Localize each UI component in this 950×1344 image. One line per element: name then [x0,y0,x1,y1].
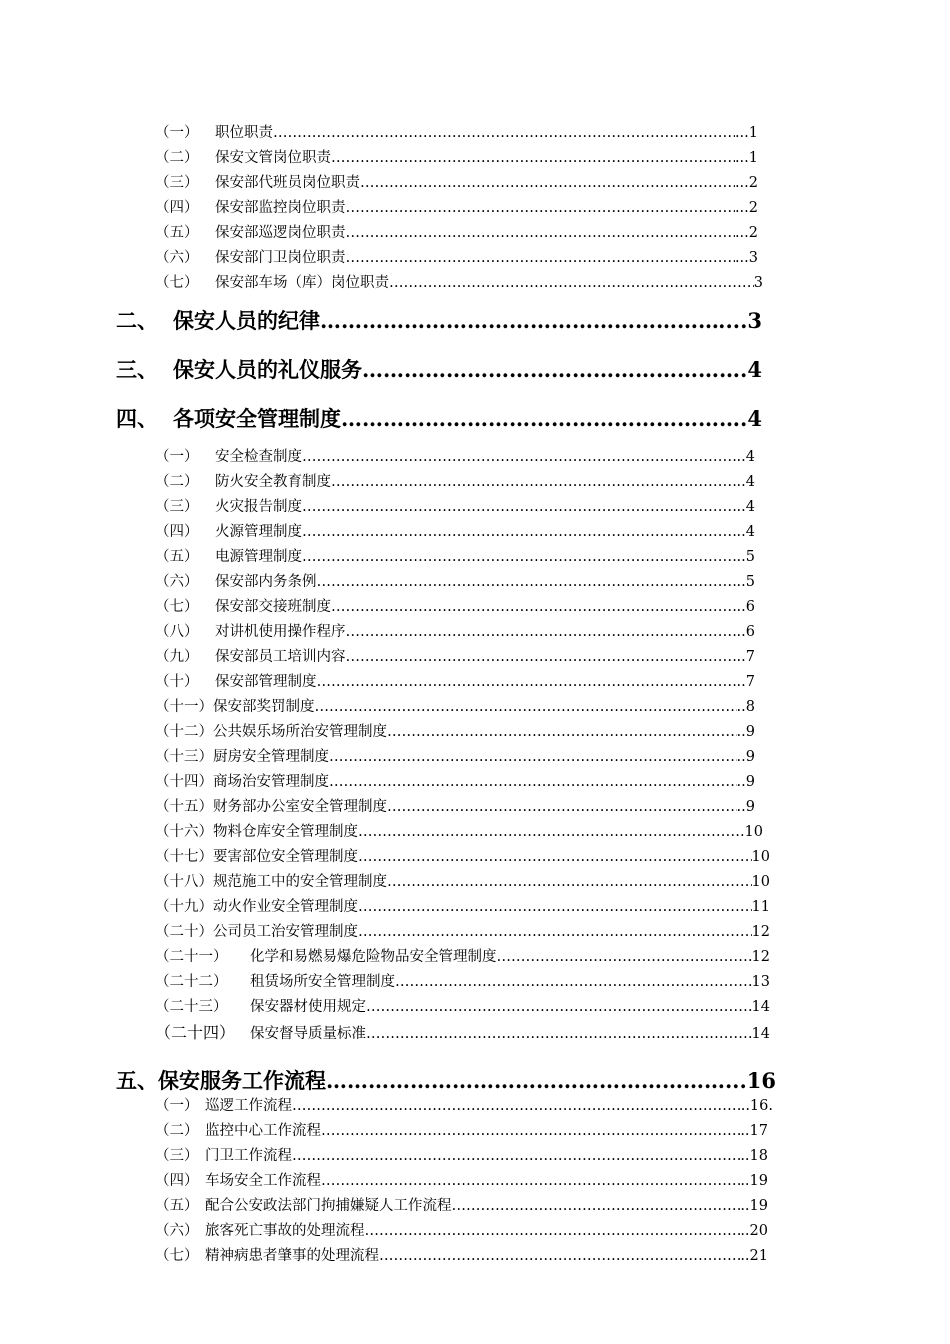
entry-number: （三） [155,1148,199,1164]
toc-entry[interactable] [155,945,770,967]
entry-page: ..19 [740,1173,768,1189]
entry-number: （四） [155,1173,199,1189]
toc-entry[interactable] [155,445,755,467]
entry-number: （四） [155,524,199,540]
toc-entry[interactable] [155,745,755,767]
heading-number: 二、 [116,308,158,333]
entry-page: ...2 [734,200,758,216]
toc-entry[interactable] [155,720,755,742]
entry-page: ...1 [734,125,758,141]
dot-leader [326,1068,732,1093]
entry-number: （七） [155,599,199,615]
dot-leader [321,1123,740,1139]
entry-page: ……….10 [696,824,763,840]
entry-title: 火源管理制度 [215,524,302,540]
entry-number: （二十一） [155,949,228,965]
entry-page: 10 [751,874,770,890]
dot-leader [387,799,737,815]
entry-page: ..21 [740,1248,768,1264]
toc-entry[interactable] [155,1094,773,1116]
entry-title: 化学和易燃易爆危险物品安全管理制度 [250,949,497,965]
entry-number: （七） [155,275,199,291]
toc-heading[interactable] [116,354,762,386]
entry-number: （三） [155,499,199,515]
dot-leader [317,674,737,690]
dot-leader [346,225,735,241]
toc-entry[interactable] [155,121,758,143]
dot-leader [320,308,718,333]
entry-title: 租赁场所安全管理制度 [250,974,395,990]
entry-page: ..20 [740,1223,768,1239]
toc-entry[interactable] [155,570,755,592]
dot-leader [358,849,752,865]
heading-page: 4 [747,406,762,431]
entry-page: ...2 [734,175,758,191]
dot-leader [331,599,737,615]
entry-page: 12 [751,949,770,965]
entry-number: （十） [155,674,199,690]
entry-title: 保安部交接班制度 [215,599,331,615]
dot-leader [302,449,737,465]
entry-page: ..7 [736,649,755,665]
entry-number: （一） [155,125,199,141]
entry-title: 保安部内务条例 [215,574,317,590]
heading-number: 三、 [116,357,158,382]
toc-entry[interactable] [155,795,755,817]
dot-leader [302,499,737,515]
dot-leader [358,899,752,915]
entry-number: （六） [155,1223,199,1239]
entry-number: （十五） [155,799,213,815]
toc-entry[interactable] [155,221,758,243]
toc-entry[interactable] [155,1144,768,1166]
entry-number: （二十四） [155,1023,236,1042]
entry-page: ..18 [740,1148,768,1164]
entry-page: 11 [751,899,770,915]
entry-number: （十四） [155,774,213,790]
dot-leader [329,749,737,765]
entry-page: ..5 [736,549,755,565]
entry-number: （十八） [155,874,213,890]
dot-leader [292,1148,740,1164]
dot-leader [387,724,737,740]
entry-title: 安全检查制度 [215,449,302,465]
entry-page: ..9 [736,724,755,740]
dot-leader [302,524,737,540]
entry-title: 公共娱乐场所治安管理制度 [213,724,387,740]
dot-leader [273,125,735,141]
entry-title: 保安部代班员岗位职责 [215,175,360,191]
entry-title: 配合公安政法部门拘捕嫌疑人工作流程 [205,1198,452,1214]
entry-title: 保安文管岗位职责 [215,150,331,166]
toc-entry[interactable] [155,495,755,517]
toc-entry[interactable] [155,146,758,168]
entry-title: 保安器材使用规定 [250,999,366,1015]
heading-page: ..16 [732,1068,776,1093]
entry-page: 12 [751,924,770,940]
entry-title: 火灾报告制度 [215,499,302,515]
dot-leader [346,250,735,266]
entry-number: （十一） [155,699,213,715]
entry-title: 保安部监控岗位职责 [215,200,346,216]
entry-number: （六） [155,574,199,590]
toc-entry[interactable] [155,470,755,492]
toc-entry[interactable] [155,620,755,642]
toc-entry[interactable] [155,645,755,667]
toc-entry[interactable] [155,595,755,617]
toc-entry[interactable] [155,970,770,992]
entry-number: （五） [155,225,199,241]
entry-title: 公司员工治安管理制度 [213,924,358,940]
toc-entry[interactable] [155,870,770,892]
entry-number: （二） [155,474,199,490]
heading-title: 各项安全管理制度 [173,406,341,431]
entry-number: （二） [155,150,199,166]
entry-page: ..4 [736,499,755,515]
toc-entry[interactable] [155,995,770,1017]
entry-page: ...3 [734,250,758,266]
entry-number: （九） [155,649,199,665]
toc-entry[interactable] [155,1020,770,1042]
dot-leader [389,275,754,291]
entry-page: ..6 [736,624,755,640]
dot-leader [346,624,737,640]
entry-title: 保安部奖罚制度 [213,699,315,715]
entry-page: ..7 [736,674,755,690]
toc-entry[interactable] [155,820,763,842]
toc-entry[interactable] [155,171,758,193]
toc-heading[interactable] [116,403,762,435]
entry-number: （三） [155,175,199,191]
dot-leader [358,824,696,840]
entry-title: 规范施工中的安全管理制度 [213,874,387,890]
entry-number: （十三） [155,749,213,765]
dot-leader [379,1248,740,1264]
toc-entry[interactable] [155,1169,768,1191]
entry-page: ...1 [734,150,758,166]
dot-leader [366,999,752,1015]
entry-number: （十七） [155,849,213,865]
dot-leader [317,574,737,590]
dot-leader [366,1026,752,1042]
dot-leader [395,974,752,990]
entry-number: （七） [155,1248,199,1264]
entry-title: 职位职责 [215,125,273,141]
dot-leader [329,774,737,790]
entry-page: ..6 [736,599,755,615]
toc-entry[interactable] [155,770,755,792]
entry-title: 巡逻工作流程 [205,1098,292,1114]
heading-title: 保安人员的纪律 [173,308,320,333]
toc-entry[interactable] [155,895,770,917]
entry-page: ..9 [736,749,755,765]
toc-entry[interactable] [155,695,755,717]
entry-title: 旅客死亡事故的处理流程 [205,1223,365,1239]
heading-title: 保安人员的礼仪服务 [173,357,362,382]
toc-entry[interactable] [155,920,770,942]
toc-entry[interactable] [155,845,770,867]
entry-title: 要害部位安全管理制度 [213,849,358,865]
entry-number: （十二） [155,724,213,740]
entry-title: 保安督导质量标准 [250,1026,366,1042]
entry-number: （一） [155,449,199,465]
entry-page: ..4 [736,524,755,540]
dot-leader [302,549,737,565]
heading-page: ....3 [718,308,762,333]
toc-entry[interactable] [155,196,758,218]
toc-entry[interactable] [155,1219,768,1241]
entry-number: （二十二） [155,974,228,990]
toc-entry[interactable] [155,246,758,268]
entry-number: （五） [155,1198,199,1214]
entry-title: 电源管理制度 [215,549,302,565]
toc-entry[interactable] [155,520,755,542]
entry-title: 防火安全教育制度 [215,474,331,490]
dot-leader [387,874,752,890]
entry-page: ..4 [736,474,755,490]
entry-page: ..8 [736,699,755,715]
entry-title: 车场安全工作流程 [205,1173,321,1189]
toc-entry[interactable] [155,1194,768,1216]
entry-page: ..19 [740,1198,768,1214]
entry-title: 厨房安全管理制度 [213,749,329,765]
entry-title: 保安部巡逻岗位职责 [215,225,346,241]
entry-title: 保安部员工培训内容 [215,649,346,665]
dot-leader [360,175,735,191]
dot-leader [346,649,737,665]
heading-number: 四、 [116,406,158,431]
entry-page: ..16. [740,1098,773,1114]
dot-leader [341,406,747,431]
entry-number: （十六） [155,824,213,840]
dot-leader [362,357,747,382]
entry-number: （一） [155,1098,199,1114]
entry-title: 监控中心工作流程 [205,1123,321,1139]
entry-page: 3 [753,275,763,291]
dot-leader [452,1198,741,1214]
entry-number: （二） [155,1123,199,1139]
dot-leader [346,200,735,216]
entry-number: （五） [155,549,199,565]
entry-page: ..4 [736,449,755,465]
heading-page: 4 [747,357,762,382]
entry-title: 物料仓库安全管理制度 [213,824,358,840]
entry-title: 保安部车场（库）岗位职责 [215,275,389,291]
toc-entry[interactable] [155,1119,768,1141]
dot-leader [358,924,752,940]
toc-entry[interactable] [155,1244,768,1266]
dot-leader [315,699,737,715]
entry-title: 保安部门卫岗位职责 [215,250,346,266]
entry-number: （二十） [155,924,213,940]
entry-page: ..17 [740,1123,768,1139]
entry-title: 精神病患者肇事的处理流程 [205,1248,379,1264]
entry-number: （六） [155,250,199,266]
toc-entry[interactable] [155,545,755,567]
dot-leader [292,1098,741,1114]
entry-page: ...2 [734,225,758,241]
entry-title: 商场治安管理制度 [213,774,329,790]
entry-page: 10 [751,849,770,865]
entry-page: 14 [751,1026,770,1042]
entry-title: 动火作业安全管理制度 [213,899,358,915]
dot-leader [331,474,737,490]
entry-page: ..9 [736,799,755,815]
heading-number: 五、 [116,1068,158,1093]
entry-number: （四） [155,200,199,216]
toc-heading[interactable] [116,1065,776,1097]
dot-leader [365,1223,741,1239]
toc-entry[interactable] [155,670,755,692]
toc-entry[interactable] [155,271,763,293]
entry-title: 对讲机使用操作程序 [215,624,346,640]
entry-page: ..5 [736,574,755,590]
entry-number: （八） [155,624,199,640]
entry-page: ..9 [736,774,755,790]
entry-page: 14 [751,999,770,1015]
entry-title: 财务部办公室安全管理制度 [213,799,387,815]
entry-title: 门卫工作流程 [205,1148,292,1164]
dot-leader [331,150,735,166]
toc-heading[interactable] [116,305,762,337]
entry-page: 13 [751,974,770,990]
entry-number: （十九） [155,899,213,915]
dot-leader [321,1173,740,1189]
entry-title: 保安部管理制度 [215,674,317,690]
heading-title: 保安服务工作流程 [158,1068,326,1093]
dot-leader [497,949,752,965]
entry-number: （二十三） [155,999,228,1015]
